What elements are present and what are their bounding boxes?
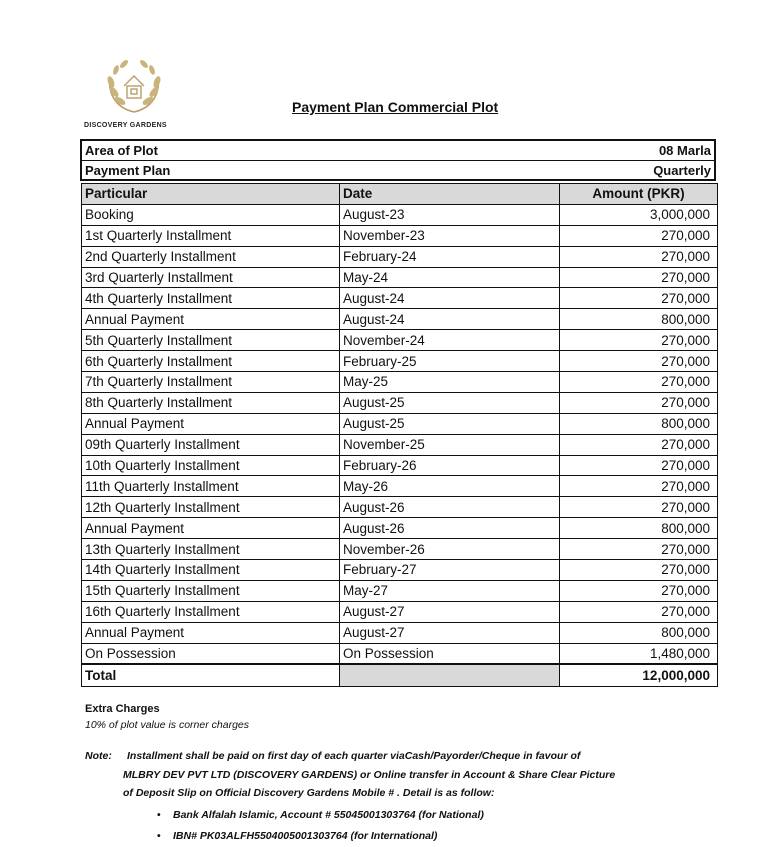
cell-date: August-25 bbox=[340, 413, 560, 434]
area-label: Area of Plot bbox=[85, 143, 158, 158]
cell-particular: 13th Quarterly Installment bbox=[82, 539, 340, 560]
discovery-gardens-logo bbox=[84, 56, 184, 134]
cell-particular: 14th Quarterly Installment bbox=[82, 560, 340, 581]
cell-particular: 12th Quarterly Installment bbox=[82, 497, 340, 518]
cell-particular: On Possession bbox=[82, 643, 340, 664]
cell-amount: 1,480,000 bbox=[560, 643, 718, 664]
table-row bbox=[82, 560, 718, 581]
cell-date: August-27 bbox=[340, 601, 560, 622]
cell-amount: 270,000 bbox=[560, 351, 718, 372]
cell-particular: 2nd Quarterly Installment bbox=[82, 246, 340, 267]
table-header-row bbox=[82, 184, 718, 205]
payment-table bbox=[81, 183, 718, 687]
plan-value: Quarterly bbox=[653, 163, 711, 178]
list-item: • IBN# PK03ALFH5504005001303764 (for International) bbox=[157, 826, 484, 847]
note-line: Installment shall be paid on first day of each quarter viaCash/Payorder/Cheque in favour of bbox=[127, 750, 581, 762]
payment-note bbox=[85, 747, 695, 803]
cell-amount: 3,000,000 bbox=[560, 204, 718, 225]
cell-amount: 270,000 bbox=[560, 246, 718, 267]
total-label: Total bbox=[82, 664, 340, 687]
table-row bbox=[82, 476, 718, 497]
total-spacer bbox=[340, 664, 560, 687]
total-value: 12,000,000 bbox=[560, 664, 718, 687]
cell-amount: 800,000 bbox=[560, 413, 718, 434]
table-row bbox=[82, 267, 718, 288]
cell-date: May-25 bbox=[340, 372, 560, 393]
cell-date: May-27 bbox=[340, 580, 560, 601]
cell-date: February-25 bbox=[340, 351, 560, 372]
table-row bbox=[82, 288, 718, 309]
cell-particular: 15th Quarterly Installment bbox=[82, 580, 340, 601]
cell-date: May-26 bbox=[340, 476, 560, 497]
cell-date: November-24 bbox=[340, 330, 560, 351]
cell-particular: Annual Payment bbox=[82, 518, 340, 539]
note-line: of Deposit Slip on Official Discovery Gardens Mobile # . Detail is as follow: bbox=[123, 787, 495, 799]
cell-date: August-23 bbox=[340, 204, 560, 225]
table-row bbox=[82, 392, 718, 413]
cell-amount: 270,000 bbox=[560, 601, 718, 622]
cell-amount: 270,000 bbox=[560, 560, 718, 581]
table-row bbox=[82, 246, 718, 267]
cell-particular: 8th Quarterly Installment bbox=[82, 392, 340, 413]
table-row bbox=[82, 413, 718, 434]
area-row bbox=[82, 141, 714, 160]
cell-amount: 270,000 bbox=[560, 497, 718, 518]
page-title: Payment Plan Commercial Plot bbox=[292, 99, 499, 115]
cell-particular: 16th Quarterly Installment bbox=[82, 601, 340, 622]
cell-date: On Possession bbox=[340, 643, 560, 664]
cell-particular: 10th Quarterly Installment bbox=[82, 455, 340, 476]
table-row bbox=[82, 351, 718, 372]
cell-particular: 3rd Quarterly Installment bbox=[82, 267, 340, 288]
cell-date: August-24 bbox=[340, 288, 560, 309]
cell-date: May-24 bbox=[340, 267, 560, 288]
cell-particular: 6th Quarterly Installment bbox=[82, 351, 340, 372]
cell-particular: 7th Quarterly Installment bbox=[82, 372, 340, 393]
cell-date: August-27 bbox=[340, 622, 560, 643]
cell-particular: Annual Payment bbox=[82, 622, 340, 643]
cell-particular: 4th Quarterly Installment bbox=[82, 288, 340, 309]
cell-particular: 5th Quarterly Installment bbox=[82, 330, 340, 351]
cell-date: November-23 bbox=[340, 225, 560, 246]
extra-charges-text: 10% of plot value is corner charges bbox=[85, 719, 250, 731]
cell-amount: 270,000 bbox=[560, 267, 718, 288]
cell-date: February-26 bbox=[340, 455, 560, 476]
cell-amount: 270,000 bbox=[560, 580, 718, 601]
cell-date: November-26 bbox=[340, 539, 560, 560]
table-row bbox=[82, 204, 718, 225]
cell-date: August-24 bbox=[340, 309, 560, 330]
cell-particular: 11th Quarterly Installment bbox=[82, 476, 340, 497]
cell-amount: 270,000 bbox=[560, 288, 718, 309]
cell-amount: 270,000 bbox=[560, 539, 718, 560]
cell-amount: 800,000 bbox=[560, 518, 718, 539]
cell-date: August-26 bbox=[340, 518, 560, 539]
table-row bbox=[82, 434, 718, 455]
logo-text: DISCOVERY GARDENS bbox=[84, 122, 167, 129]
note-label: Note: bbox=[85, 750, 112, 762]
area-value: 08 Marla bbox=[658, 143, 711, 158]
table-row bbox=[82, 601, 718, 622]
column-header-particular: Particular bbox=[82, 184, 340, 205]
cell-amount: 270,000 bbox=[560, 476, 718, 497]
cell-amount: 800,000 bbox=[560, 622, 718, 643]
table-row bbox=[82, 622, 718, 643]
cell-date: August-26 bbox=[340, 497, 560, 518]
table-row bbox=[82, 580, 718, 601]
cell-particular: Annual Payment bbox=[82, 413, 340, 434]
column-header-date: Date bbox=[340, 184, 560, 205]
cell-particular: Annual Payment bbox=[82, 309, 340, 330]
cell-date: November-25 bbox=[340, 434, 560, 455]
cell-date: February-24 bbox=[340, 246, 560, 267]
note-line: MLBRY DEV PVT LTD (DISCOVERY GARDENS) or Online transfer in Account & Share Clear Picture bbox=[123, 768, 616, 781]
cell-date: August-25 bbox=[340, 392, 560, 413]
cell-particular: 09th Quarterly Installment bbox=[82, 434, 340, 455]
table-row bbox=[82, 225, 718, 246]
table-row bbox=[82, 518, 718, 539]
plan-label: Payment Plan bbox=[85, 163, 171, 178]
column-header-amount: Amount (PKR) bbox=[560, 184, 718, 205]
table-row bbox=[82, 643, 718, 664]
cell-particular: Booking bbox=[82, 204, 340, 225]
extra-charges-title: Extra Charges bbox=[85, 703, 160, 715]
table-row bbox=[82, 497, 718, 518]
cell-particular: 1st Quarterly Installment bbox=[82, 225, 340, 246]
account-details-list bbox=[157, 805, 484, 847]
table-row bbox=[82, 330, 718, 351]
table-row bbox=[82, 309, 718, 330]
cell-date: February-27 bbox=[340, 560, 560, 581]
table-row bbox=[82, 372, 718, 393]
cell-amount: 800,000 bbox=[560, 309, 718, 330]
plot-info-box bbox=[80, 139, 716, 181]
table-row bbox=[82, 455, 718, 476]
logo-emblem-icon bbox=[102, 56, 166, 118]
cell-amount: 270,000 bbox=[560, 455, 718, 476]
cell-amount: 270,000 bbox=[560, 392, 718, 413]
plan-row bbox=[82, 160, 714, 180]
total-row bbox=[82, 664, 718, 687]
list-item: • Bank Alfalah Islamic, Account # 55045001303764 (for National) bbox=[157, 805, 484, 826]
cell-amount: 270,000 bbox=[560, 330, 718, 351]
cell-amount: 270,000 bbox=[560, 372, 718, 393]
cell-amount: 270,000 bbox=[560, 434, 718, 455]
table-row bbox=[82, 539, 718, 560]
cell-amount: 270,000 bbox=[560, 225, 718, 246]
